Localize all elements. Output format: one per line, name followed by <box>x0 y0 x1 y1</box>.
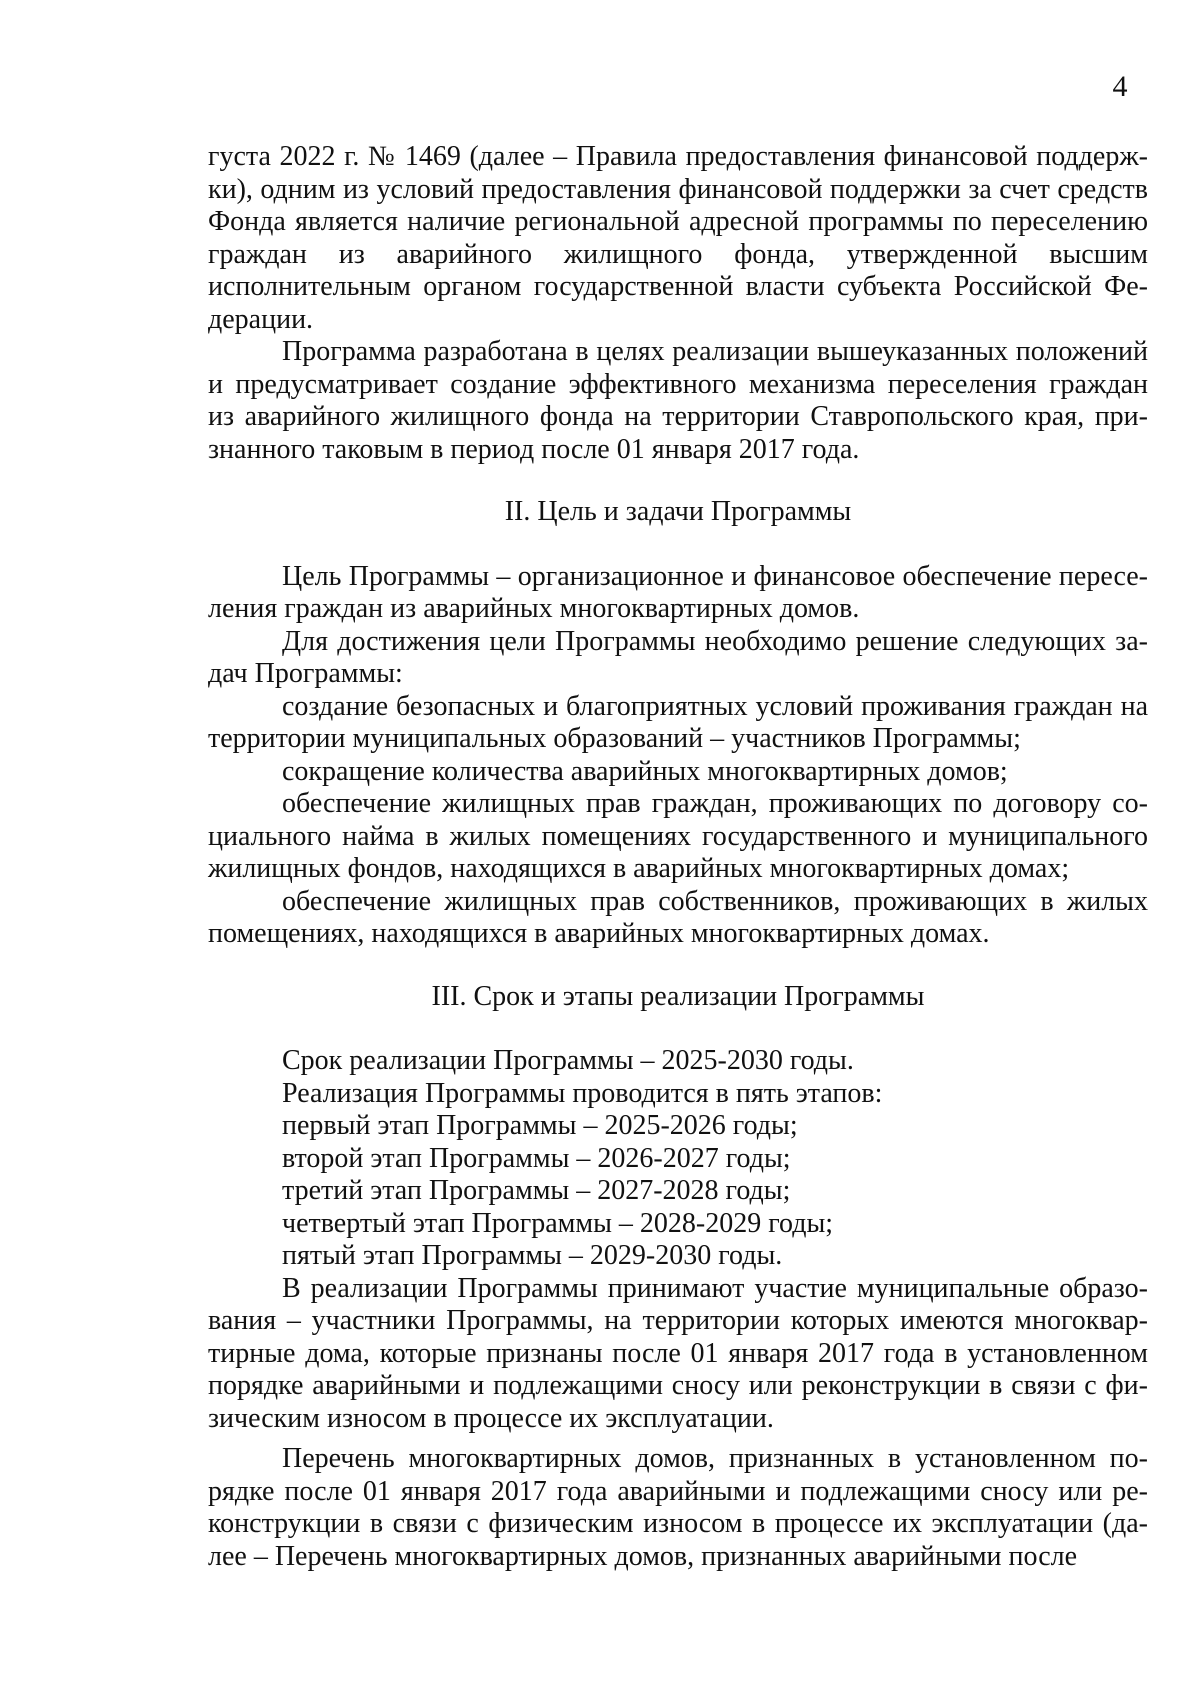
section-2-task-2: сокращение количества аварийных многоквартирных домов; <box>282 755 1008 787</box>
section-3-term: Срок реализации Программы – 2025-2030 годы. <box>282 1045 854 1076</box>
section-2-paragraph-2: Для достижения цели Программы необходимо решение следующих задач Программы: <box>208 625 1148 689</box>
section-3-stage-5: пятый этап Программы – 2029-2030 годы. <box>282 1240 783 1271</box>
section-3-stage-3: третий этап Программы – 2027-2028 годы; <box>282 1175 791 1206</box>
section-2-task-3: обеспечение жилищных прав граждан, проживающих по договору социального найма в жилых помещениях государственного и муниципального жилищных фондов, находящихся в аварийных многоквартирных домах; <box>208 788 1148 884</box>
section-2-task-1: создание безопасных и благоприятных условий проживания граждан на территории муниципальных образований – участников Программы; <box>208 690 1148 754</box>
section-3-stages-intro: Реализация Программы проводится в пять этапов: <box>282 1077 883 1109</box>
section-3-stage-2: второй этап Программы – 2026-2027 годы; <box>282 1142 791 1174</box>
section-3-title: III. Срок и этапы реализации Программы <box>431 980 925 1012</box>
intro-paragraph-1: густа 2022 г. № 1469 (далее – Правила предоставления финансовой поддержки), одним из условий предоставления финансовой поддержки за счет средств Фонда является наличие региональной адресной программы по переселению граждан из аварийного жилищного фонда, утвержденной высшим исполнительным органом государственной власти субъекта Российской Федерации. <box>208 141 1148 335</box>
section-2-paragraph-1: Цель Программы – организационное и финансовое обеспечение переселения граждан из аварийных многоквартирных домов. <box>208 560 1148 624</box>
page-number: 4 <box>1112 70 1128 103</box>
section-2-title: II. Цель и задачи Программы <box>504 496 852 527</box>
section-2-task-4: обеспечение жилищных прав собственников, проживающих в жилых помещениях, находящихся в аварийных многоквартирных домах. <box>208 885 1148 949</box>
document-body <box>208 141 1148 1573</box>
section-3-stage-1: первый этап Программы – 2025-2026 годы; <box>282 1110 798 1141</box>
intro-paragraph-2: Программа разработана в целях реализации вышеуказанных положений и предусматривает создание эффективного механизма переселения граждан из аварийного жилищного фонда на территории Ставропольского края, признанного таковым в период после 01 января 2017 года. <box>208 336 1148 465</box>
section-3-stage-4: четвертый этап Программы – 2028-2029 годы; <box>282 1207 834 1239</box>
section-3-participants: В реализации Программы принимают участие муниципальные образования – участники Программы, на территории которых имеются многоквартирные дома, которые признаны после 01 января 2017 года в установленном порядке аварийными и подлежащими сносу или реконструкции в связи с физическим износом в процессе их эксплуатации. <box>208 1272 1148 1434</box>
section-3-list: Перечень многоквартирных домов, признанных в установленном порядке после 01 января 2017 года аварийными и подлежащими сносу или реконструкции в связи с физическим износом в процессе их эксплуатации (далее – Перечень многоквартирных домов, признанных аварийными после <box>208 1443 1148 1572</box>
